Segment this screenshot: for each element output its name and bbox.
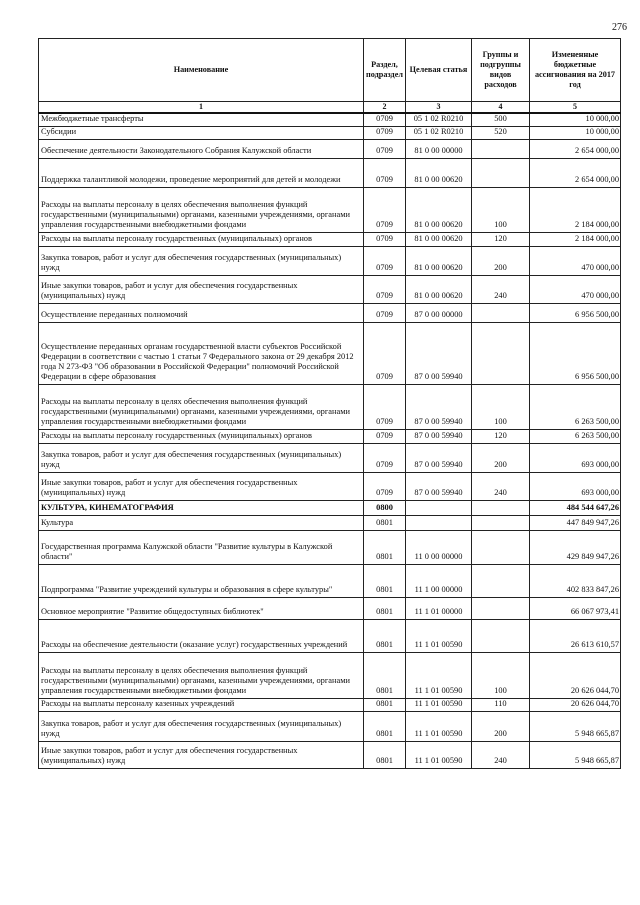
cell-amount: 26 613 610,57 <box>530 619 621 652</box>
cell-group: 120 <box>472 232 530 246</box>
table-row <box>39 515 621 530</box>
cell-section: 0709 <box>364 158 406 187</box>
cell-article: 81 0 00 00620 <box>406 246 472 275</box>
cell-amount: 6 956 500,00 <box>530 322 621 384</box>
table-row <box>39 384 621 429</box>
cell-section: 0801 <box>364 515 406 530</box>
cell-article: 11 1 01 00590 <box>406 741 472 768</box>
cell-article: 87 0 00 59940 <box>406 472 472 500</box>
cell-amount: 2 654 000,00 <box>530 139 621 158</box>
table-row <box>39 564 621 597</box>
cell-group <box>472 139 530 158</box>
table-row <box>39 472 621 500</box>
header-num-5: 5 <box>530 102 621 114</box>
cell-section: 0709 <box>364 275 406 303</box>
cell-article: 81 0 00 00000 <box>406 139 472 158</box>
header-name: Наименование <box>39 39 364 102</box>
cell-amount: 447 849 947,26 <box>530 515 621 530</box>
cell-article: 87 0 00 00000 <box>406 303 472 322</box>
cell-group <box>472 564 530 597</box>
cell-group: 500 <box>472 113 530 126</box>
cell-article: 11 1 01 00590 <box>406 711 472 741</box>
cell-section: 0801 <box>364 652 406 698</box>
cell-group <box>472 322 530 384</box>
cell-amount: 20 626 044,70 <box>530 698 621 711</box>
cell-name: КУЛЬТУРА, КИНЕМАТОГРАФИЯ <box>39 500 364 515</box>
cell-group: 100 <box>472 652 530 698</box>
table-row <box>39 619 621 652</box>
cell-amount: 693 000,00 <box>530 472 621 500</box>
cell-name: Закупка товаров, работ и услуг для обеспечения государственных (муниципальных) нужд <box>39 246 364 275</box>
cell-section: 0709 <box>364 187 406 232</box>
cell-group: 200 <box>472 443 530 472</box>
cell-article <box>406 500 472 515</box>
cell-article: 11 1 01 00000 <box>406 597 472 619</box>
header-num-4: 4 <box>472 102 530 114</box>
table-row <box>39 652 621 698</box>
cell-name: Основное мероприятие "Развитие общедоступных библиотек" <box>39 597 364 619</box>
cell-name: Закупка товаров, работ и услуг для обеспечения государственных (муниципальных) нужд <box>39 443 364 472</box>
table-row <box>39 232 621 246</box>
cell-section: 0709 <box>364 472 406 500</box>
cell-amount: 6 263 500,00 <box>530 384 621 429</box>
cell-article: 11 1 01 00590 <box>406 652 472 698</box>
cell-group: 240 <box>472 472 530 500</box>
cell-group <box>472 530 530 564</box>
cell-amount: 470 000,00 <box>530 246 621 275</box>
cell-group <box>472 619 530 652</box>
cell-article: 11 1 00 00000 <box>406 564 472 597</box>
cell-amount: 20 626 044,70 <box>530 652 621 698</box>
cell-name: Осуществление переданных полномочий <box>39 303 364 322</box>
cell-amount: 6 956 500,00 <box>530 303 621 322</box>
table-row <box>39 126 621 139</box>
cell-amount: 10 000,00 <box>530 113 621 126</box>
cell-article: 11 1 01 00590 <box>406 619 472 652</box>
cell-group: 240 <box>472 741 530 768</box>
table-row <box>39 597 621 619</box>
cell-group <box>472 500 530 515</box>
cell-group: 120 <box>472 429 530 443</box>
cell-section: 0801 <box>364 698 406 711</box>
cell-article: 11 1 01 00590 <box>406 698 472 711</box>
header-number-row <box>39 102 621 114</box>
cell-amount: 470 000,00 <box>530 275 621 303</box>
cell-group <box>472 515 530 530</box>
cell-group: 100 <box>472 187 530 232</box>
cell-section: 0800 <box>364 500 406 515</box>
table-row <box>39 443 621 472</box>
header-article: Целевая статья <box>406 39 472 102</box>
cell-section: 0709 <box>364 139 406 158</box>
table-row <box>39 187 621 232</box>
table-row <box>39 246 621 275</box>
cell-article: 05 1 02 R0210 <box>406 113 472 126</box>
cell-section: 0801 <box>364 564 406 597</box>
table-body <box>39 113 621 768</box>
table-row <box>39 113 621 126</box>
table-row <box>39 500 621 515</box>
cell-section: 0709 <box>364 384 406 429</box>
cell-name: Субсидии <box>39 126 364 139</box>
cell-amount: 5 948 665,87 <box>530 711 621 741</box>
cell-name: Расходы на обеспечение деятельности (оказание услуг) государственных учреждений <box>39 619 364 652</box>
cell-article: 87 0 00 59940 <box>406 322 472 384</box>
cell-name: Расходы на выплаты персоналу государственных (муниципальных) органов <box>39 429 364 443</box>
header-group: Группы и подгруппы видов расходов <box>472 39 530 102</box>
cell-group: 200 <box>472 711 530 741</box>
table-row <box>39 158 621 187</box>
cell-name: Иные закупки товаров, работ и услуг для обеспечения государственных (муниципальных) нужд <box>39 275 364 303</box>
table-row <box>39 698 621 711</box>
cell-section: 0709 <box>364 429 406 443</box>
cell-article: 05 1 02 R0210 <box>406 126 472 139</box>
cell-amount: 2 184 000,00 <box>530 232 621 246</box>
header-num-2: 2 <box>364 102 406 114</box>
cell-name: Межбюджетные трансферты <box>39 113 364 126</box>
cell-name: Осуществление переданных органам государственной власти субъектов Российской Федерации в соответствии с частью 1 статьи 7 Федерального закона от 29 декабря 2012 года N 273-ФЗ "Об образовании в Российской Федерации" полномочий Российской Федерации в сфере образования <box>39 322 364 384</box>
cell-section: 0801 <box>364 741 406 768</box>
cell-article: 81 0 00 00620 <box>406 275 472 303</box>
cell-section: 0801 <box>364 619 406 652</box>
cell-name: Расходы на выплаты персоналу государственных (муниципальных) органов <box>39 232 364 246</box>
cell-section: 0709 <box>364 246 406 275</box>
cell-group: 520 <box>472 126 530 139</box>
cell-name: Расходы на выплаты персоналу казенных учреждений <box>39 698 364 711</box>
cell-article: 87 0 00 59940 <box>406 443 472 472</box>
cell-article: 81 0 00 00620 <box>406 232 472 246</box>
budget-table <box>38 38 621 769</box>
cell-section: 0801 <box>364 711 406 741</box>
table-row <box>39 530 621 564</box>
page-number: 276 <box>612 22 627 33</box>
cell-name: Обеспечение деятельности Законодательного Собрания Калужской области <box>39 139 364 158</box>
cell-name: Расходы на выплаты персоналу в целях обеспечения выполнения функций государственными (муниципальными) органами, казенными учреждениями, органами управления государственными внебюджетными фондами <box>39 187 364 232</box>
cell-amount: 693 000,00 <box>530 443 621 472</box>
header-num-1: 1 <box>39 102 364 114</box>
table-row <box>39 429 621 443</box>
cell-name: Закупка товаров, работ и услуг для обеспечения государственных (муниципальных) нужд <box>39 711 364 741</box>
cell-section: 0709 <box>364 322 406 384</box>
cell-section: 0801 <box>364 530 406 564</box>
cell-section: 0709 <box>364 303 406 322</box>
cell-amount: 402 833 847,26 <box>530 564 621 597</box>
cell-name: Культура <box>39 515 364 530</box>
cell-section: 0709 <box>364 113 406 126</box>
cell-article: 81 0 00 00620 <box>406 187 472 232</box>
cell-amount: 2 654 000,00 <box>530 158 621 187</box>
cell-name: Иные закупки товаров, работ и услуг для обеспечения государственных (муниципальных) нужд <box>39 741 364 768</box>
cell-article <box>406 515 472 530</box>
table-row <box>39 711 621 741</box>
cell-group: 200 <box>472 246 530 275</box>
cell-name: Подпрограмма "Развитие учреждений культуры и образования в сфере культуры" <box>39 564 364 597</box>
cell-article: 81 0 00 00620 <box>406 158 472 187</box>
cell-section: 0801 <box>364 597 406 619</box>
cell-name: Расходы на выплаты персоналу в целях обеспечения выполнения функций государственными (муниципальными) органами, казенными учреждениями, органами управления государственными внебюджетными фондами <box>39 652 364 698</box>
cell-group: 110 <box>472 698 530 711</box>
table-row <box>39 303 621 322</box>
header-amount: Измененные бюджетные ассигнования на 2017 год <box>530 39 621 102</box>
cell-amount: 10 000,00 <box>530 126 621 139</box>
cell-amount: 5 948 665,87 <box>530 741 621 768</box>
cell-group: 100 <box>472 384 530 429</box>
cell-name: Иные закупки товаров, работ и услуг для обеспечения государственных (муниципальных) нужд <box>39 472 364 500</box>
cell-article: 11 0 00 00000 <box>406 530 472 564</box>
cell-article: 87 0 00 59940 <box>406 429 472 443</box>
cell-section: 0709 <box>364 126 406 139</box>
header-section: Раздел, подраздел <box>364 39 406 102</box>
table-row <box>39 275 621 303</box>
cell-amount: 484 544 647,26 <box>530 500 621 515</box>
cell-amount: 6 263 500,00 <box>530 429 621 443</box>
cell-group <box>472 303 530 322</box>
cell-group: 240 <box>472 275 530 303</box>
cell-group <box>472 597 530 619</box>
cell-name: Поддержка талантливой молодежи, проведение мероприятий для детей и молодежи <box>39 158 364 187</box>
table-row <box>39 741 621 768</box>
cell-article: 87 0 00 59940 <box>406 384 472 429</box>
table-row <box>39 322 621 384</box>
table-row <box>39 139 621 158</box>
cell-section: 0709 <box>364 443 406 472</box>
cell-group <box>472 158 530 187</box>
cell-amount: 2 184 000,00 <box>530 187 621 232</box>
cell-name: Расходы на выплаты персоналу в целях обеспечения выполнения функций государственными (муниципальными) органами, казенными учреждениями, органами управления государственными внебюджетными фондами <box>39 384 364 429</box>
cell-section: 0709 <box>364 232 406 246</box>
cell-amount: 66 067 973,41 <box>530 597 621 619</box>
header-row <box>39 39 621 102</box>
header-num-3: 3 <box>406 102 472 114</box>
cell-name: Государственная программа Калужской области "Развитие культуры в Калужской области" <box>39 530 364 564</box>
cell-amount: 429 849 947,26 <box>530 530 621 564</box>
